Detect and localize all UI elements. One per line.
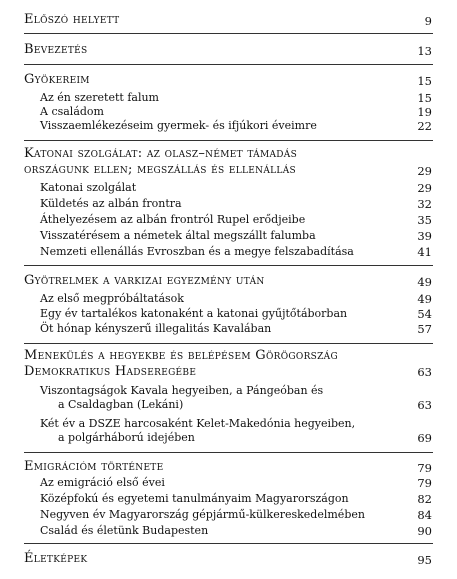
page-number: 79: [417, 461, 432, 475]
entry-label: Középfokú és egyetemi tanulmányaim Magyarországon: [40, 492, 349, 505]
page-number: 49: [417, 275, 432, 289]
entry-label: Az emigráció első évei: [40, 476, 165, 489]
entry-label: a Csaldagban (Lekáni): [58, 398, 184, 411]
page-number: 49: [417, 292, 432, 306]
section-title: Menekülés a hegyekbe és belépésem Görögország: [24, 348, 338, 363]
page-number: 54: [417, 307, 432, 321]
section-title: Gyökereim: [24, 72, 90, 87]
entry-label: Család és életünk Budapesten: [40, 524, 209, 537]
entry-label: Két év a DSZE harcosaként Kelet-Makedónia hegyeiben,: [40, 417, 356, 430]
section-title: Gyötrelmek a varkizai egyezmény után: [24, 273, 265, 288]
entry-label: Küldetés az albán frontra: [40, 197, 182, 210]
divider: [24, 140, 433, 141]
page-number: 13: [417, 44, 432, 58]
page-number: 90: [417, 524, 432, 538]
divider: [24, 33, 433, 34]
divider: [24, 452, 433, 453]
entry-label: Egy év tartalékos katonaként a katonai gyűjtőtáborban: [40, 307, 348, 320]
section-title: Bevezetés: [24, 42, 88, 57]
entry-label: Az én szeretett falum: [40, 91, 159, 104]
page-number: 69: [417, 431, 432, 445]
page-number: 84: [417, 508, 432, 522]
page-number: 9: [424, 14, 432, 28]
page-number: 82: [417, 492, 432, 506]
page-number: 63: [417, 398, 432, 412]
entry-label: Az első megpróbáltatások: [40, 292, 184, 305]
entry-label: Viszontagságok Kavala hegyeiben, a Pángeóban és: [40, 384, 324, 397]
entry-label: Visszaemlékezéseim gyermek- és ifjúkori éveimre: [40, 119, 317, 132]
page-number: 15: [417, 74, 432, 88]
page-number: 57: [417, 322, 432, 336]
section-title: Demokratikus Hadseregébe: [24, 364, 197, 379]
entry-label: Katonai szolgálat: [40, 181, 137, 194]
section-title: országunk ellen; megszállás és ellenállás: [24, 162, 296, 177]
divider: [24, 343, 433, 344]
page-number: 63: [417, 365, 432, 379]
page-number: 41: [417, 245, 432, 259]
page-number: 29: [417, 181, 432, 195]
page-number: 15: [417, 91, 432, 105]
entry-label: a polgárháború idejében: [58, 431, 195, 444]
divider: [24, 64, 433, 65]
section-title: Emigrációm története: [24, 459, 164, 474]
entry-label: Visszatérésem a németek által megszállt falumba: [40, 229, 316, 242]
divider: [24, 543, 433, 544]
divider: [24, 265, 433, 266]
page-number: 32: [417, 197, 432, 211]
entry-label: Negyven év Magyarország gépjármű-külkereskedelmében: [40, 508, 365, 521]
page-number: 39: [417, 229, 432, 243]
page-number: 19: [417, 105, 432, 119]
entry-label: Öt hónap kényszerű illegalitás Kavalában: [40, 322, 272, 335]
section-title: Előszó helyett: [24, 12, 120, 27]
page-number: 22: [417, 119, 432, 133]
page-number: 35: [417, 213, 432, 227]
entry-label: Áthelyezésem az albán frontról Rupel erődjeibe: [40, 213, 306, 226]
section-title: Életképek: [24, 551, 88, 566]
entry-label: A családom: [40, 105, 104, 118]
page-number: 29: [417, 164, 432, 178]
page-number: 95: [417, 553, 432, 567]
entry-label: Nemzeti ellenállás Evroszban és a megye felszabadítása: [40, 245, 354, 258]
section-title: Katonai szolgálat: az olasz–német támadás: [24, 146, 298, 161]
page-number: 79: [417, 476, 432, 490]
